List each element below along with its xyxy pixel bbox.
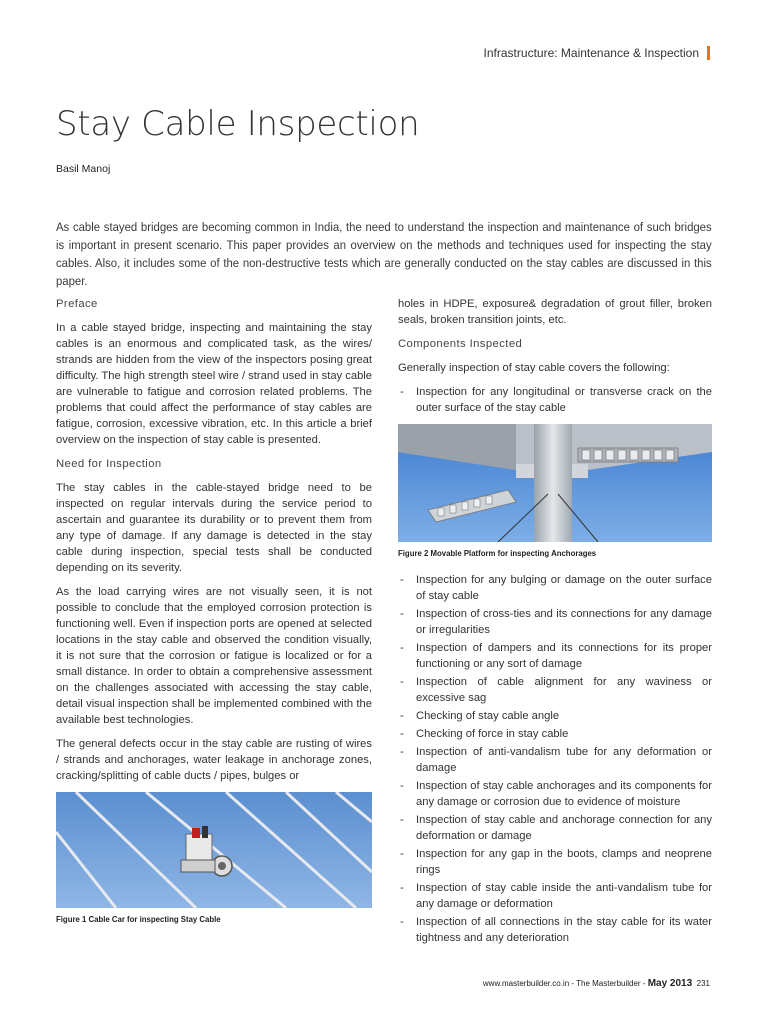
need-paragraph-2: As the load carrying wires are not visually seen, it is not possible to conclude that the employed corrosion protection is functioning well. Even if inspection ports are opened at selected locations in the stay cable and observed the condition visually, it is not sure that the corrosion or fatigue is localized or for a small distance. In order to obtain a comprehensive assessment on the challenges associated with accessing the stay cable, detail visual inspection shall be implemented combined with the available best technologies. bbox=[56, 586, 372, 726]
list-item: - Inspection of stay cable anchorages and its components for any damage or corrosion due to evidence of moisture bbox=[398, 778, 712, 810]
author-name: Basil Manoj bbox=[56, 163, 111, 175]
article-title: Stay Cable Inspection bbox=[56, 104, 420, 144]
list-item: - Inspection of all connections in the stay cable for its water tightness and any deterioration bbox=[398, 914, 712, 946]
need-heading: Need for Inspection bbox=[56, 458, 162, 470]
page-number: 231 bbox=[696, 979, 710, 988]
continued-text: holes in HDPE, exposure& degradation of grout filler, broken seals, broken transition joints, etc. bbox=[398, 298, 712, 326]
components-intro: Generally inspection of stay cable covers the following: bbox=[398, 362, 670, 374]
bullet-list-main bbox=[398, 572, 712, 946]
page-footer bbox=[483, 978, 710, 989]
section-tag bbox=[484, 46, 710, 60]
footer-month: May 2013 bbox=[647, 978, 693, 989]
abstract: As cable stayed bridges are becoming common in India, the need to understand the inspection and maintenance of such bridges is important in present scenario. This paper provides an overview on the methods and techniques used for inspecting the stay cables. Also, it includes some of the non-destructive tests which are generally conducted on the stay cables are discussed in this paper. bbox=[56, 220, 712, 288]
figure-2-platform-photo bbox=[398, 424, 712, 542]
list-item: - Inspection for any bulging or damage on the outer surface of stay cable bbox=[398, 572, 712, 604]
list-item: - Checking of stay cable angle bbox=[398, 708, 712, 724]
list-item: - Inspection of dampers and its connections for its proper functioning or any sort of damage bbox=[398, 640, 712, 672]
figure-2-caption: Figure 2 Movable Platform for inspecting Anchorages bbox=[398, 549, 597, 558]
preface-text: In a cable stayed bridge, inspecting and maintaining the stay cables is an enormous and complicated task, as the wires/ strands are hidden from the view of the inspectors posing great difficulty. The high strength steel wire / strand used in stay cable are vulnerable to fatigue and corrosion related problems. The problems that could affect the performance of stay cables are fatigue, corrosion, excessive vibration, etc. In this article a brief overview on the inspection of stay cable is presented. bbox=[56, 322, 372, 446]
bullet-list-top bbox=[398, 384, 712, 416]
need-paragraph-1: The stay cables in the cable-stayed bridge need to be inspected on regular intervals during the service period to ascertain and guarantee its durability or to prevent them from any type of damage. If any damage is detected in the stay cable during inspection, special tests shall be conducted depending on its severity. bbox=[56, 482, 372, 574]
section-label: Infrastructure: Maintenance & Inspection bbox=[483, 46, 699, 60]
figure-1-cable-car-photo bbox=[56, 792, 372, 908]
list-item: - Inspection of cable alignment for any waviness or excessive sag bbox=[398, 674, 712, 706]
right-column bbox=[398, 296, 712, 948]
list-item: - Checking of force in stay cable bbox=[398, 726, 712, 742]
list-item: - Inspection of anti-vandalism tube for any deformation or damage bbox=[398, 744, 712, 776]
list-item: - Inspection for any gap in the boots, clamps and neoprene rings bbox=[398, 846, 712, 878]
components-heading: Components Inspected bbox=[398, 338, 523, 350]
preface-heading: Preface bbox=[56, 298, 98, 310]
list-item: - Inspection of stay cable inside the anti-vandalism tube for any damage or deformation bbox=[398, 880, 712, 912]
list-item: - Inspection of cross-ties and its connections for any damage or irregularities bbox=[398, 606, 712, 638]
list-item: - Inspection of stay cable and anchorage connection for any deformation or damage bbox=[398, 812, 712, 844]
need-paragraph-3: The general defects occur in the stay cable are rusting of wires / strands and anchorages, water leakage in anchorage zones, cracking/splitting of cable ducts / pipes, bulges or bbox=[56, 738, 372, 782]
accent-bar bbox=[707, 46, 710, 60]
left-column bbox=[56, 296, 372, 938]
figure-1-caption: Figure 1 Cable Car for inspecting Stay Cable bbox=[56, 915, 221, 924]
list-item: - Inspection for any longitudinal or transverse crack on the outer surface of the stay cable bbox=[398, 384, 712, 416]
footer-site: www.masterbuilder.co.in - The Masterbuilder - bbox=[482, 979, 648, 988]
